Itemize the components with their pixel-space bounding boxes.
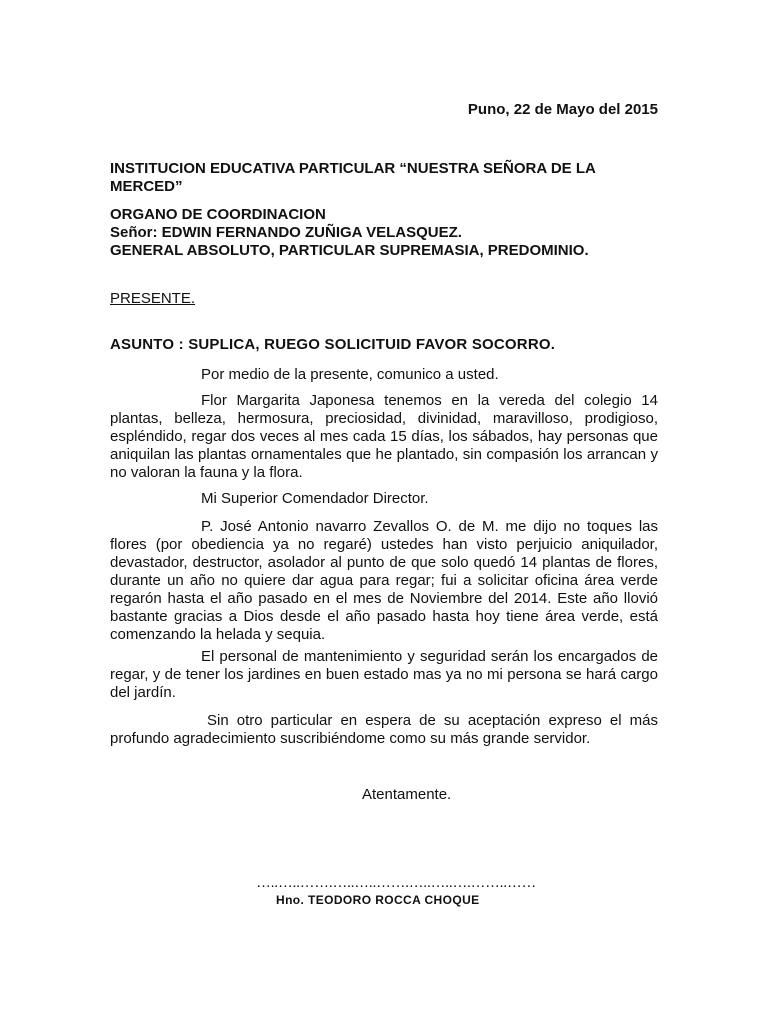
senor-label: Señor [110,224,153,241]
senor-name: : EDWIN FERNANDO ZUÑIGA VELASQUEZ. [152,224,462,241]
closing: Atentamente. [362,786,452,803]
paragraph-4 [110,518,658,644]
paragraph-2-text: Flor Margarita Japonesa tenemos en la vereda del colegio 14 plantas, belleza, hermosura, preciosidad, divinidad, maravilloso, prodigioso, espléndido, regar dos veces al mes cada 15 días, los sábados, hay personas que aniquilan las plantas ornamentales que he plantado, sin compasión los arrancan y no valoran la fauna y la flora. [110,392,658,481]
organo-line: ORGANO DE COORDINACION [110,206,326,223]
paragraph-6 [110,712,658,748]
paragraph-5 [110,648,658,702]
paragraph-3-text: Mi Superior Comendador Director. [201,490,429,507]
paragraph-4-text: P. José Antonio navarro Zevallos O. de M. me dijo no toques las flores (por obediencia ya no regaré) ustedes han visto perjuicio aniquilador, devastador, destructor, asolador al punto de que solo quedó 14 plantas de flores, durante un año no quiere dar agua para regar; fui a solicitar oficina área verde regarón hasta el año pasado en el mes de Noviembre del 2014. Este año llovió bastante gracias a Dios desde el año pasado hasta hoy tiene área verde, está comenzando la helada y sequia. [110,518,658,643]
paragraph-1-text: Por medio de la presente, comunico a usted. [201,366,499,383]
signer-name: Hno. TEODORO ROCCA CHOQUE [276,893,480,907]
presente-heading: PRESENTE. [110,290,196,307]
letter-date: Puno, 22 de Mayo del 2015 [467,101,658,118]
senor-line [110,224,658,242]
signature-line: …..…..…….…..…..…….…..…..….……..…… [256,874,536,891]
recipient-block [110,206,658,260]
asunto-line: ASUNTO : SUPLICA, RUEGO SOLICITUID FAVOR SOCORRO. [110,336,556,353]
paragraph-2 [110,392,658,482]
paragraph-1 [110,366,658,384]
paragraph-6-text: Sin otro particular en espera de su aceptación expreso el más profundo agradecimiento suscribiéndome como su más grande servidor. [110,712,658,747]
paragraph-3 [110,490,658,508]
institution-name [110,160,658,196]
institution-text: INSTITUCION EDUCATIVA PARTICULAR “NUESTRA SEÑORA DE LA MERCED” [110,160,596,195]
paragraph-5-text: El personal de mantenimiento y seguridad serán los encargados de regar, y de tener los jardines en buen estado mas ya no mi persona se hará cargo del jardín. [110,648,658,701]
general-line: GENERAL ABSOLUTO, PARTICULAR SUPREMASIA, PREDOMINIO. [110,242,589,259]
